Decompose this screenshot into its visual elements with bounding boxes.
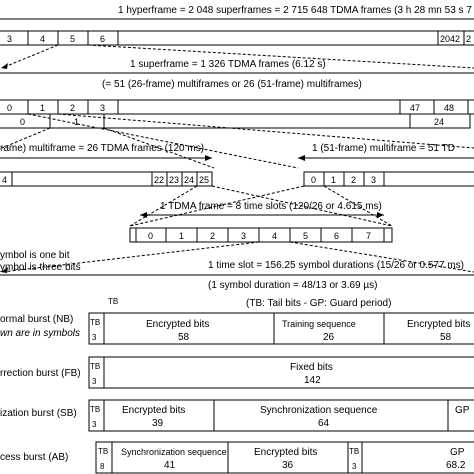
multiframe-cell-label: 0 [311, 175, 317, 185]
tdma-slot-label: 0 [148, 231, 154, 241]
field-label: Encrypted bits [407, 319, 471, 330]
tb-field-value: 3 [352, 462, 357, 471]
superframe-top-row [0, 100, 474, 114]
field-label: Encrypted bits [122, 405, 186, 416]
normal-burst [0, 313, 474, 344]
multiframe-cell-label: 2 [351, 175, 357, 185]
sb-label: ization burst (SB) [0, 408, 77, 419]
superframe-bottom-cell-label: 24 [434, 117, 445, 127]
multiframe-51-row [304, 172, 474, 186]
multiframe-cell-gap [384, 172, 474, 186]
multiframe-26-caption: rame) multiframe = 26 TDMA frames (120 ms) [0, 143, 205, 154]
field-value: 142 [304, 375, 321, 386]
field-value: 58 [178, 332, 190, 343]
hyperframe-cell-label: 4 [40, 34, 46, 44]
field-label: GP [450, 447, 465, 458]
arrowhead-icon [1, 63, 8, 69]
superframe-cell-label: 3 [100, 103, 106, 113]
superframe-bottom-cell-gap [104, 114, 410, 128]
multiframe-cell-label: 25 [199, 175, 210, 185]
hyperframe-caption: 1 hyperframe = 2 048 superframes = 2 715 648 TDMA frames (3 h 28 mn 53 s 7 [118, 5, 472, 16]
tb-field-value: 8 [100, 462, 105, 471]
tdma-slot-label: 5 [303, 231, 309, 241]
tdma-slot-label: 2 [210, 231, 216, 241]
hyperframe-cell-label: 3 [7, 34, 13, 44]
tb-field-label: TB [90, 362, 101, 371]
multiframe-26-row [0, 172, 212, 186]
tdma-slot-label: 7 [366, 231, 372, 241]
field-label: Encrypted bits [254, 447, 318, 458]
superframe-caption: 1 superframe = 1 326 TDMA frames (6.12 s) [130, 59, 326, 70]
fixed-bits-field [104, 357, 474, 388]
tdma-slot-edge [130, 228, 136, 242]
arrowhead-icon [205, 155, 212, 161]
legend-text: (TB: Tail bits - GP: Guard period) [246, 298, 392, 309]
field-value: 64 [318, 418, 330, 429]
tb-field-label: TB [349, 447, 360, 456]
field-label: Synchronization sequence [260, 405, 378, 416]
superframe-cell-label: 47 [410, 103, 421, 113]
field-value: 26 [323, 332, 335, 343]
tb-field-value: 3 [92, 420, 97, 429]
tb-field-value: 3 [92, 333, 97, 342]
timeslot-caption-2: (1 symbol duration = 48/13 or 3.69 µs) [208, 280, 378, 291]
superframe-cell-label: 0 [7, 103, 13, 113]
tb-field-label: TB [90, 318, 101, 327]
hyperframe-cell-label: 2042 [440, 34, 461, 44]
multiframe-cell-label: 24 [184, 175, 195, 185]
field-value: 36 [282, 460, 294, 471]
hyperframe-row [0, 31, 474, 45]
superframe-cell-label: 1 [40, 103, 46, 113]
expand-dash-left [2, 45, 58, 68]
field-value: 41 [164, 460, 176, 471]
fb-label: rrection burst (FB) [0, 368, 81, 379]
superframe-cell [468, 100, 474, 114]
normal-burst-label: ormal burst (NB) [0, 314, 74, 325]
field-label: Fixed bits [290, 362, 333, 373]
tdma-slot-label: 3 [241, 231, 247, 241]
hyperframe-cell-label: 2 [466, 34, 472, 44]
superframe-cell-label: 48 [444, 103, 455, 113]
tb-legend-tag: TB [108, 297, 119, 306]
superframe-cell [0, 100, 28, 114]
field-value: 58 [440, 332, 452, 343]
multiframe-cell-label: 3 [371, 175, 377, 185]
tdma-slot-edge [384, 228, 392, 242]
tdma-frame-caption: 1 TDMA frame = 8 time slots (120/26 or 4.615 ms) [160, 201, 382, 212]
tdma-slot-label: 6 [334, 231, 340, 241]
multiframe-cell-label: 22 [154, 175, 165, 185]
hyperframe-cell-gap [118, 31, 438, 45]
hyperframe-cell-label: 6 [100, 34, 106, 44]
superframe-bottom-cell-label: 0 [20, 117, 26, 127]
synchronization-burst [0, 400, 474, 431]
superframe-cell-label: 2 [70, 103, 76, 113]
multiframe-51-caption: 1 (51-frame) multiframe = 51 TD [312, 143, 455, 154]
arrowhead-icon [298, 155, 305, 161]
multiframe-cell-label: 1 [331, 175, 337, 185]
superframe-bottom-cell-label: 1 [74, 117, 80, 127]
tdma-slot-label: 1 [179, 231, 185, 241]
hyperframe-cell [0, 31, 28, 45]
field-label: GP [455, 405, 470, 416]
superframe-caption-2: (= 51 (26-frame) multiframes or 26 (51-frame) multiframes) [102, 79, 362, 90]
tb-field-value: 3 [92, 377, 97, 386]
field-label: Training sequence [282, 319, 356, 329]
field-label: Encrypted bits [146, 319, 210, 330]
field-value: 68.2 [446, 460, 466, 471]
tb-field-label: TB [98, 447, 109, 456]
ab-label: cess burst (AB) [0, 452, 69, 463]
superframe-bottom-row [0, 114, 470, 128]
tdma-slots-row [130, 228, 392, 242]
field-value: 39 [152, 418, 164, 429]
timeslot-caption: 1 time slot = 156.25 symbol durations (15/26 or 0.577 ms) [208, 260, 464, 271]
frequency-correction-burst [0, 357, 474, 388]
symbol-note-2: ymbol is three bits [0, 262, 81, 273]
multiframe-cell-label: 4 [2, 175, 8, 185]
tdma-slot-label: 4 [272, 231, 278, 241]
superframe-cell-gap [118, 100, 400, 114]
arrowhead-icon [140, 212, 147, 218]
access-burst [0, 442, 474, 473]
multiframe-cell-gap [12, 172, 152, 186]
arrowhead-icon [377, 212, 384, 218]
symbol-note-1: ymbol is one bit [0, 250, 70, 261]
tb-field-label: TB [90, 405, 101, 414]
normal-burst-sublabel: wn are in symbols [0, 328, 81, 339]
hyperframe-cell-label: 5 [70, 34, 76, 44]
multiframe-cell-label: 23 [169, 175, 180, 185]
field-label: Synchronization sequence [121, 447, 227, 457]
